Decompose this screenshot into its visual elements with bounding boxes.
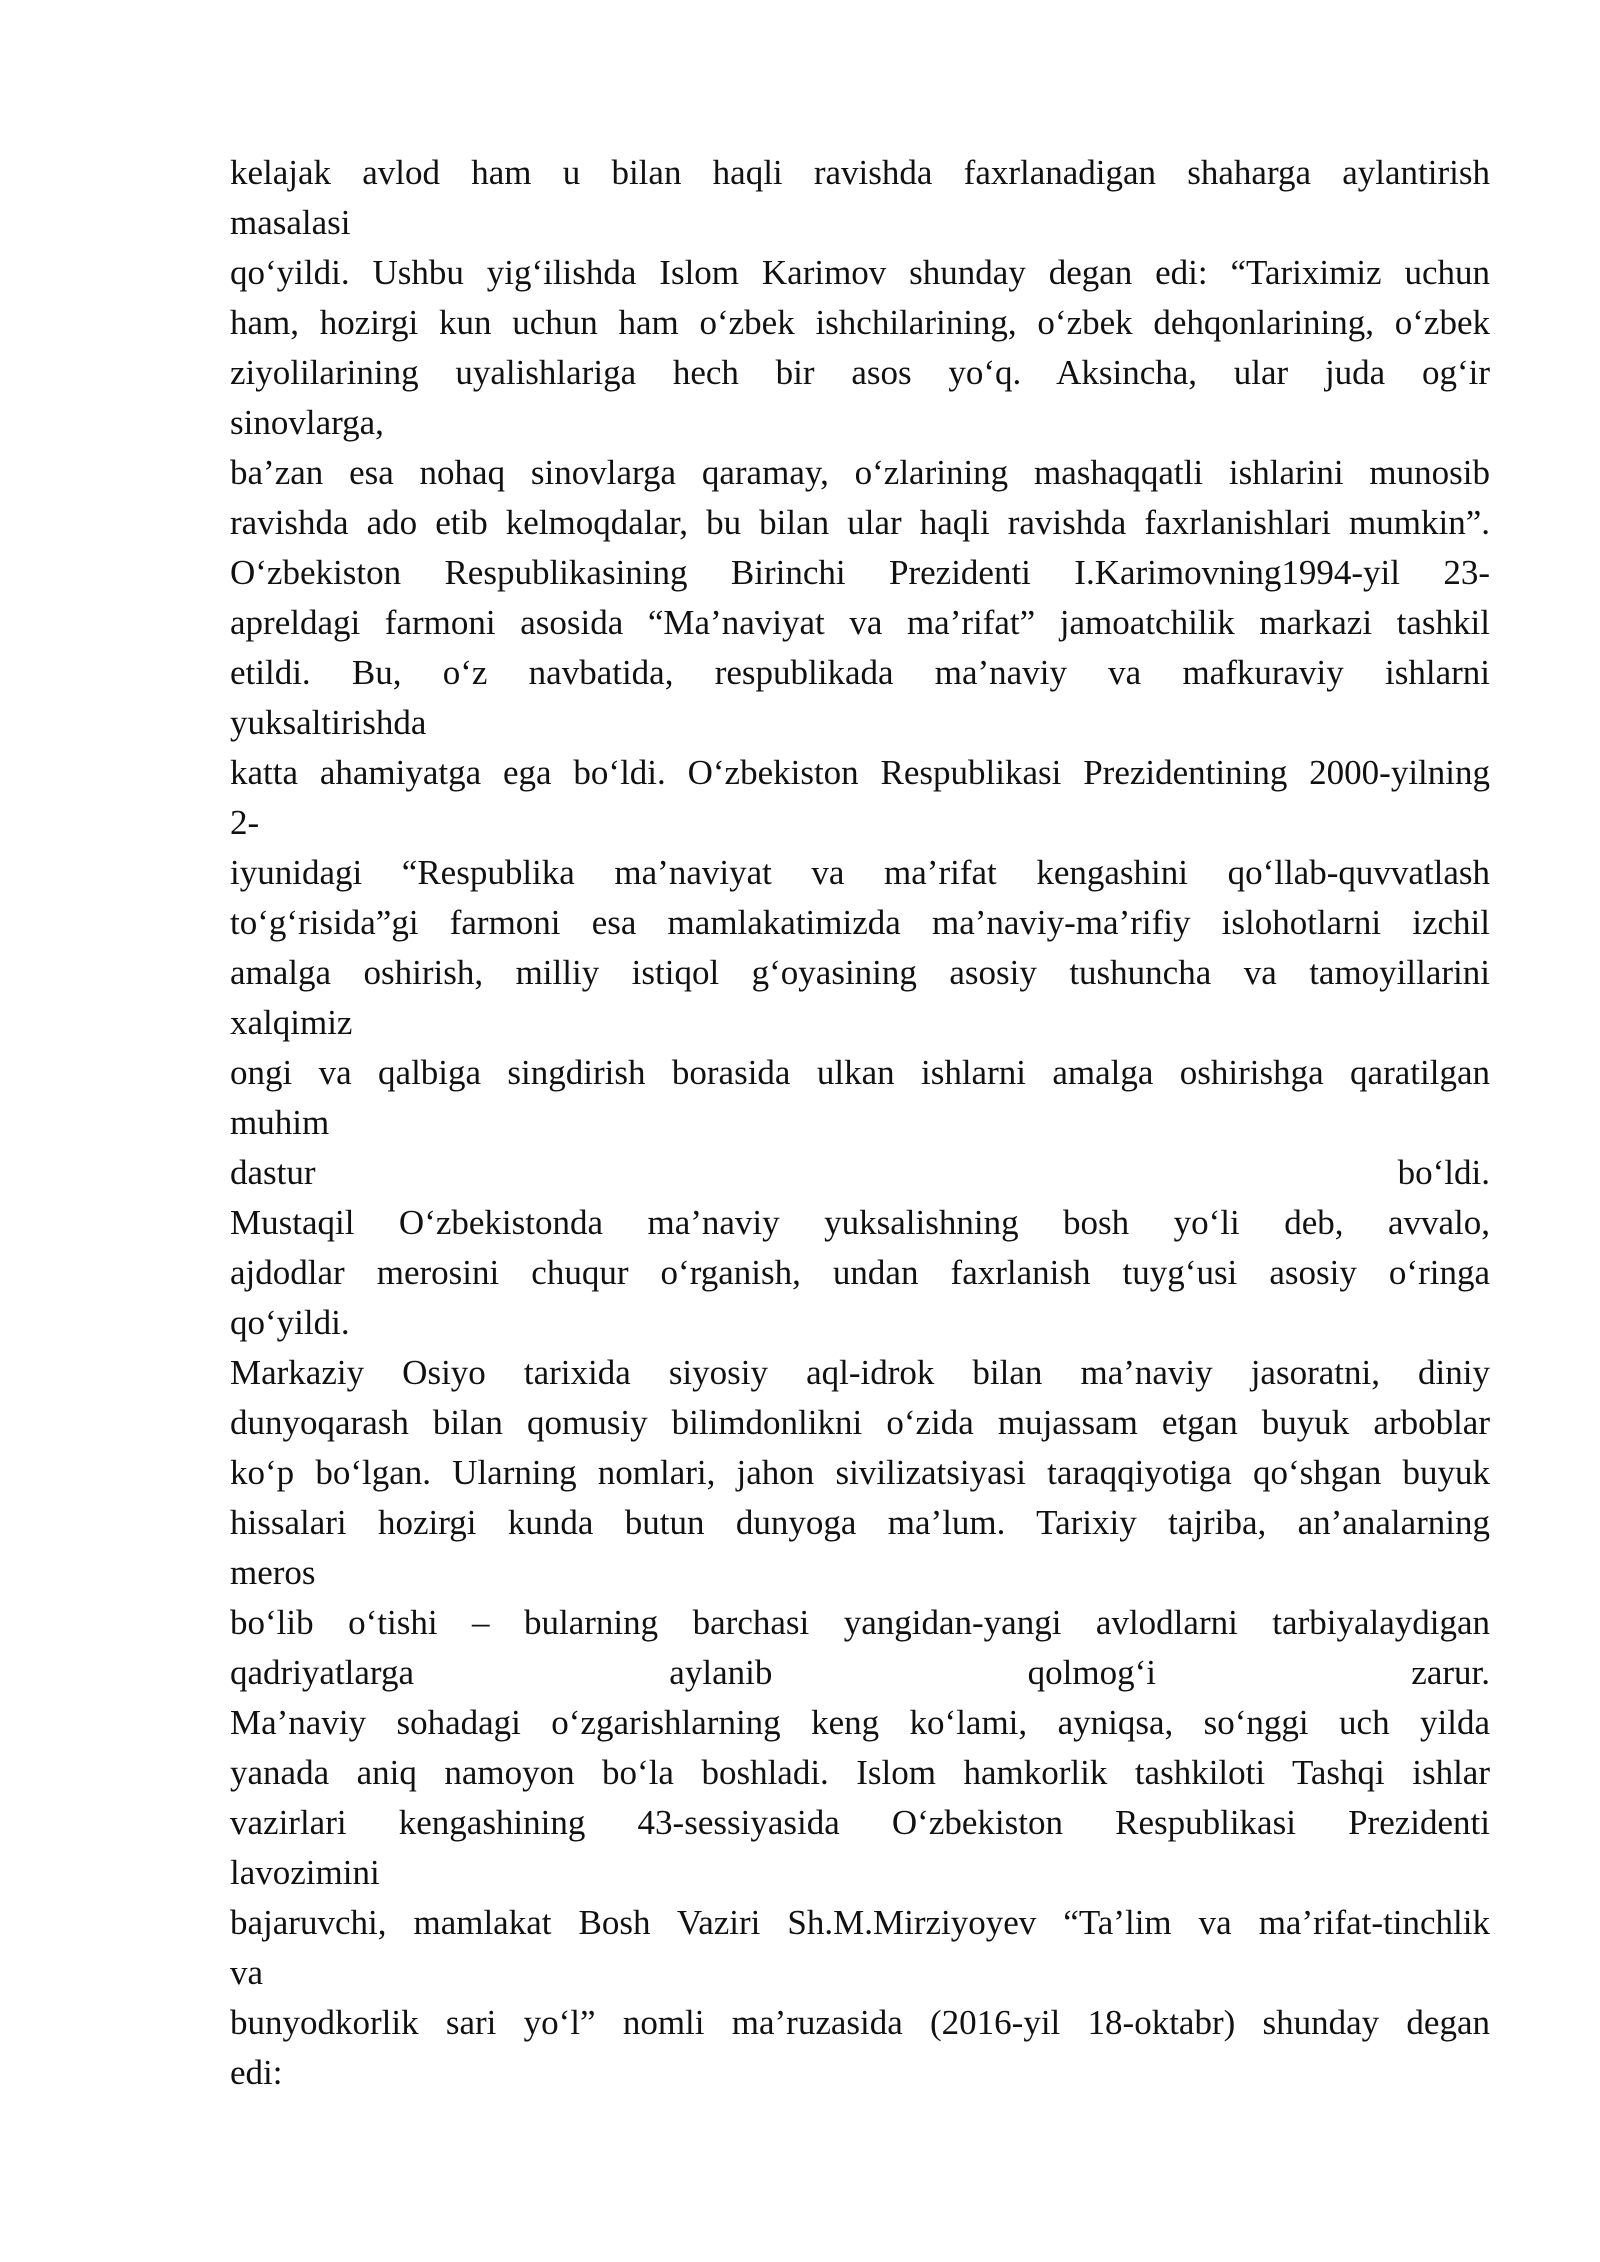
text-line: sinovlarga, (230, 403, 384, 442)
text-line: ko‘p bo‘lgan. Ularning nomlari, jahon sivilizatsiyasi taraqqiyotiga qo‘shgan buyuk (230, 1453, 1490, 1492)
text-line: qadriyatlarga aylanib qolmog‘i zarur. (230, 1653, 1490, 1692)
text-line: lavozimini (230, 1853, 380, 1892)
text-line: iyunidagi “Respublika ma’naviyat va ma’rifat kengashini qo‘llab-quvvatlash (230, 853, 1490, 892)
text-line: O‘zbekiston Respublikasining Birinchi Prezidenti I.Karimovning1994-yil 23- (230, 553, 1490, 592)
text-line: hissalari hozirgi kunda butun dunyoga ma’lum. Tarixiy tajriba, an’analarning (230, 1503, 1490, 1542)
text-line: kelajak avlod ham u bilan haqli ravishda faxrlanadigan shaharga aylantirish (230, 153, 1490, 192)
text-line: ziyolilarining uyalishlariga hech bir asos yo‘q. Aksincha, ular juda og‘ir (230, 353, 1490, 392)
text-line: edi: (230, 2053, 283, 2092)
text-line: qo‘yildi. Ushbu yig‘ilishda Islom Karimov shunday degan edi: “Tariximiz uchun (230, 253, 1490, 292)
text-line: bunyodkorlik sari yo‘l” nomli ma’ruzasida (2016-yil 18-oktabr) shunday degan (230, 2003, 1490, 2042)
text-line: bo‘lib o‘tishi – bularning barchasi yangidan-yangi avlodlarni tarbiyalaydigan (230, 1603, 1490, 1642)
text-line: muhim (230, 1103, 330, 1142)
text-line: yuksaltirishda (230, 703, 427, 742)
text-line: dastur bo‘ldi. (230, 1153, 1490, 1192)
text-line: ravishda ado etib kelmoqdalar, bu bilan ular haqli ravishda faxrlanishlari mumkin”. (230, 503, 1490, 542)
text-line: ajdodlar merosini chuqur o‘rganish, undan faxrlanish tuyg‘usi asosiy o‘ringa (230, 1253, 1490, 1292)
text-line: Mustaqil O‘zbekistonda ma’naviy yuksalishning bosh yo‘li deb, avvalo, (230, 1203, 1490, 1242)
text-line: vazirlari kengashining 43-sessiyasida O‘zbekiston Respublikasi Prezidenti (230, 1803, 1490, 1842)
text-line: dunyoqarash bilan qomusiy bilimdonlikni o‘zida mujassam etgan buyuk arboblar (230, 1403, 1490, 1442)
text-line: va (230, 1953, 264, 1992)
text-line: apreldagi farmoni asosida “Ma’naviyat va ma’rifat” jamoatchilik markazi tashkil (230, 603, 1490, 642)
text-line: meros (230, 1553, 316, 1592)
text-line: 2- (230, 803, 260, 842)
text-line: qo‘yildi. (230, 1303, 350, 1342)
text-line: bajaruvchi, mamlakat Bosh Vaziri Sh.M.Mirziyoyev “Ta’lim va ma’rifat-tinchlik (230, 1903, 1490, 1942)
text-line: amalga oshirish, milliy istiqol g‘oyasining asosiy tushuncha va tamoyillarini (230, 953, 1490, 992)
text-line: Markaziy Osiyo tarixida siyosiy aql-idrok bilan ma’naviy jasoratni, diniy (230, 1353, 1490, 1392)
text-line: Ma’naviy sohadagi o‘zgarishlarning keng ko‘lami, ayniqsa, so‘nggi uch yilda (230, 1703, 1490, 1742)
text-line: ba’zan esa nohaq sinovlarga qaramay, o‘zlarining mashaqqatli ishlarini munosib (230, 453, 1490, 492)
text-line: to‘g‘risida”gi farmoni esa mamlakatimizda ma’naviy-ma’rifiy islohotlarni izchil (230, 903, 1490, 942)
text-line: katta ahamiyatga ega bo‘ldi. O‘zbekiston Respublikasi Prezidentining 2000-yilning (230, 753, 1490, 792)
text-line: xalqimiz (230, 1003, 353, 1042)
text-line: masalasi (230, 203, 351, 242)
text-line: ongi va qalbiga singdirish borasida ulkan ishlarni amalga oshirishga qaratilgan (230, 1053, 1490, 1092)
text-line: yanada aniq namoyon bo‘la boshladi. Islom hamkorlik tashkiloti Tashqi ishlar (230, 1753, 1490, 1792)
document-body (230, 148, 1490, 2098)
text-line: ham, hozirgi kun uchun ham o‘zbek ishchilarining, o‘zbek dehqonlarining, o‘zbek (230, 303, 1490, 342)
text-line: etildi. Bu, o‘z navbatida, respublikada ma’naviy va mafkuraviy ishlarni (230, 653, 1490, 692)
